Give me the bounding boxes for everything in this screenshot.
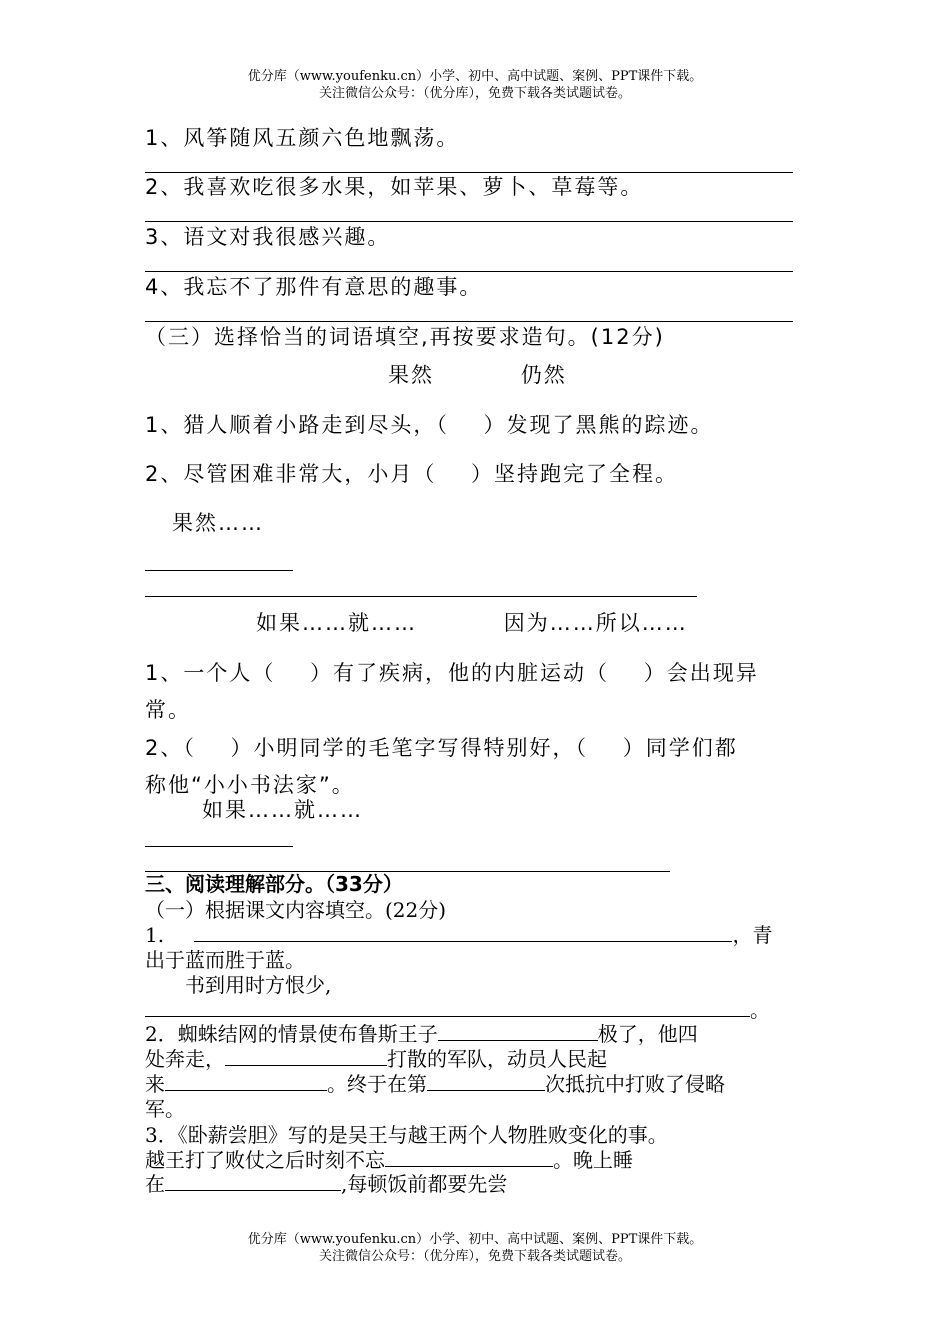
fill-item-a2: 2、尽管困难非常大，小月（ ）坚持跑完了全程。 bbox=[145, 462, 679, 486]
fill-item-a1: 1、猎人顺着小路走到尽头，（ ）发现了黑熊的踪迹。 bbox=[145, 413, 714, 437]
page-footer bbox=[0, 1231, 950, 1265]
rewrite-item-4: 4、我忘不了那件有意思的趣事。 bbox=[145, 275, 483, 299]
question-1 bbox=[145, 923, 772, 947]
section-3-title: （三）选择恰当的词语填空,再按要求造句。(12分) bbox=[145, 325, 665, 349]
blank-field[interactable] bbox=[145, 998, 750, 1017]
blank-field[interactable] bbox=[165, 1072, 327, 1091]
fill-item-b2-cont: 称他“小小书法家”。 bbox=[145, 773, 355, 797]
question-2-line-4: 军。 bbox=[145, 1097, 185, 1121]
question-2-text: 2．蜘蛛结网的情景使布鲁斯王子 bbox=[145, 1022, 438, 1046]
question-2-text: 来 bbox=[145, 1072, 165, 1096]
question-1-line-3: 书到用时方恨少, bbox=[185, 973, 332, 997]
blank-field[interactable] bbox=[385, 1148, 553, 1167]
question-3: 3．《卧薪尝胆》写的是吴王与越王两个人物胜败变化的事。 bbox=[145, 1123, 668, 1147]
question-3-text: ,每顿饭前都要先尝 bbox=[341, 1172, 508, 1196]
question-1-end: 。 bbox=[750, 998, 770, 1022]
question-2-text: 。终于在第 bbox=[327, 1072, 427, 1096]
question-1-tail: ，青 bbox=[732, 923, 773, 947]
page-header bbox=[0, 68, 950, 102]
rewrite-item-2: 2、我喜欢吃很多水果，如苹果、萝卜、草莓等。 bbox=[145, 175, 644, 199]
reading-subsection-title: （一）根据课文内容填空。(22分) bbox=[145, 898, 447, 922]
blank-field[interactable] bbox=[194, 923, 732, 942]
footer-line-2: 关注微信公众号：（优分库），免费下载各类试题试卷。 bbox=[318, 1249, 631, 1264]
question-3-line-3 bbox=[145, 1172, 507, 1196]
question-3-text: 越王打了败仗之后时刻不忘 bbox=[145, 1148, 385, 1172]
fill-item-b1: 1、一个人（ ）有了疾病，他的内脏运动（ ）会出现异 bbox=[145, 661, 759, 685]
question-2-line-2 bbox=[145, 1047, 607, 1071]
blank-field[interactable] bbox=[165, 1172, 341, 1191]
sentence-prompt-a: 果然…… bbox=[172, 511, 264, 535]
answer-line[interactable] bbox=[145, 596, 697, 597]
rewrite-item-1: 1、风筝随风五颜六色地飘荡。 bbox=[145, 126, 460, 150]
answer-line[interactable] bbox=[145, 172, 793, 173]
answer-line[interactable] bbox=[145, 570, 293, 571]
question-2-text: 打散的军队，动员人民起 bbox=[387, 1047, 607, 1071]
word-choices-a: 果然 仍然 bbox=[388, 363, 567, 387]
question-2-line-3 bbox=[145, 1072, 725, 1096]
answer-line[interactable] bbox=[145, 271, 793, 272]
question-2 bbox=[145, 1022, 698, 1046]
sentence-prompt-b: 如果……就…… bbox=[202, 798, 363, 822]
header-line-1: 优分库（www.youfenku.cn）小学、初中、高中试题、案例、PPT课件下载。 bbox=[247, 69, 703, 84]
blank-field[interactable] bbox=[427, 1072, 545, 1091]
answer-line[interactable] bbox=[145, 221, 793, 222]
question-1-line-4 bbox=[145, 998, 770, 1022]
question-3-text: 。晚上睡 bbox=[553, 1148, 633, 1172]
question-3-line-2 bbox=[145, 1148, 633, 1172]
question-2-text: 极了，他四 bbox=[597, 1022, 698, 1046]
question-1-line-2: 出于蓝而胜于蓝。 bbox=[145, 948, 305, 972]
fill-item-b2: 2、（ ）小明同学的毛笔字写得特别好，（ ）同学们都 bbox=[145, 736, 738, 760]
header-line-2: 关注微信公众号：（优分库），免费下载各类试题试卷。 bbox=[318, 86, 631, 101]
fill-item-b1-cont: 常。 bbox=[145, 698, 191, 722]
answer-line[interactable] bbox=[145, 321, 793, 322]
question-2-text: 次抵抗中打败了侵略 bbox=[545, 1072, 725, 1096]
question-3-text: 在 bbox=[145, 1172, 165, 1196]
question-1-number: 1. bbox=[145, 923, 165, 947]
blank-field[interactable] bbox=[438, 1022, 598, 1041]
question-2-text: 处奔走， bbox=[145, 1047, 225, 1071]
answer-line[interactable] bbox=[145, 846, 293, 847]
footer-line-1: 优分库（www.youfenku.cn）小学、初中、高中试题、案例、PPT课件下载。 bbox=[247, 1232, 703, 1247]
word-choices-b: 如果……就…… 因为……所以…… bbox=[256, 611, 688, 635]
reading-section-title: 三、阅读理解部分。（33分） bbox=[145, 872, 403, 896]
rewrite-item-3: 3、语文对我很感兴趣。 bbox=[145, 225, 391, 249]
blank-field[interactable] bbox=[225, 1047, 387, 1066]
